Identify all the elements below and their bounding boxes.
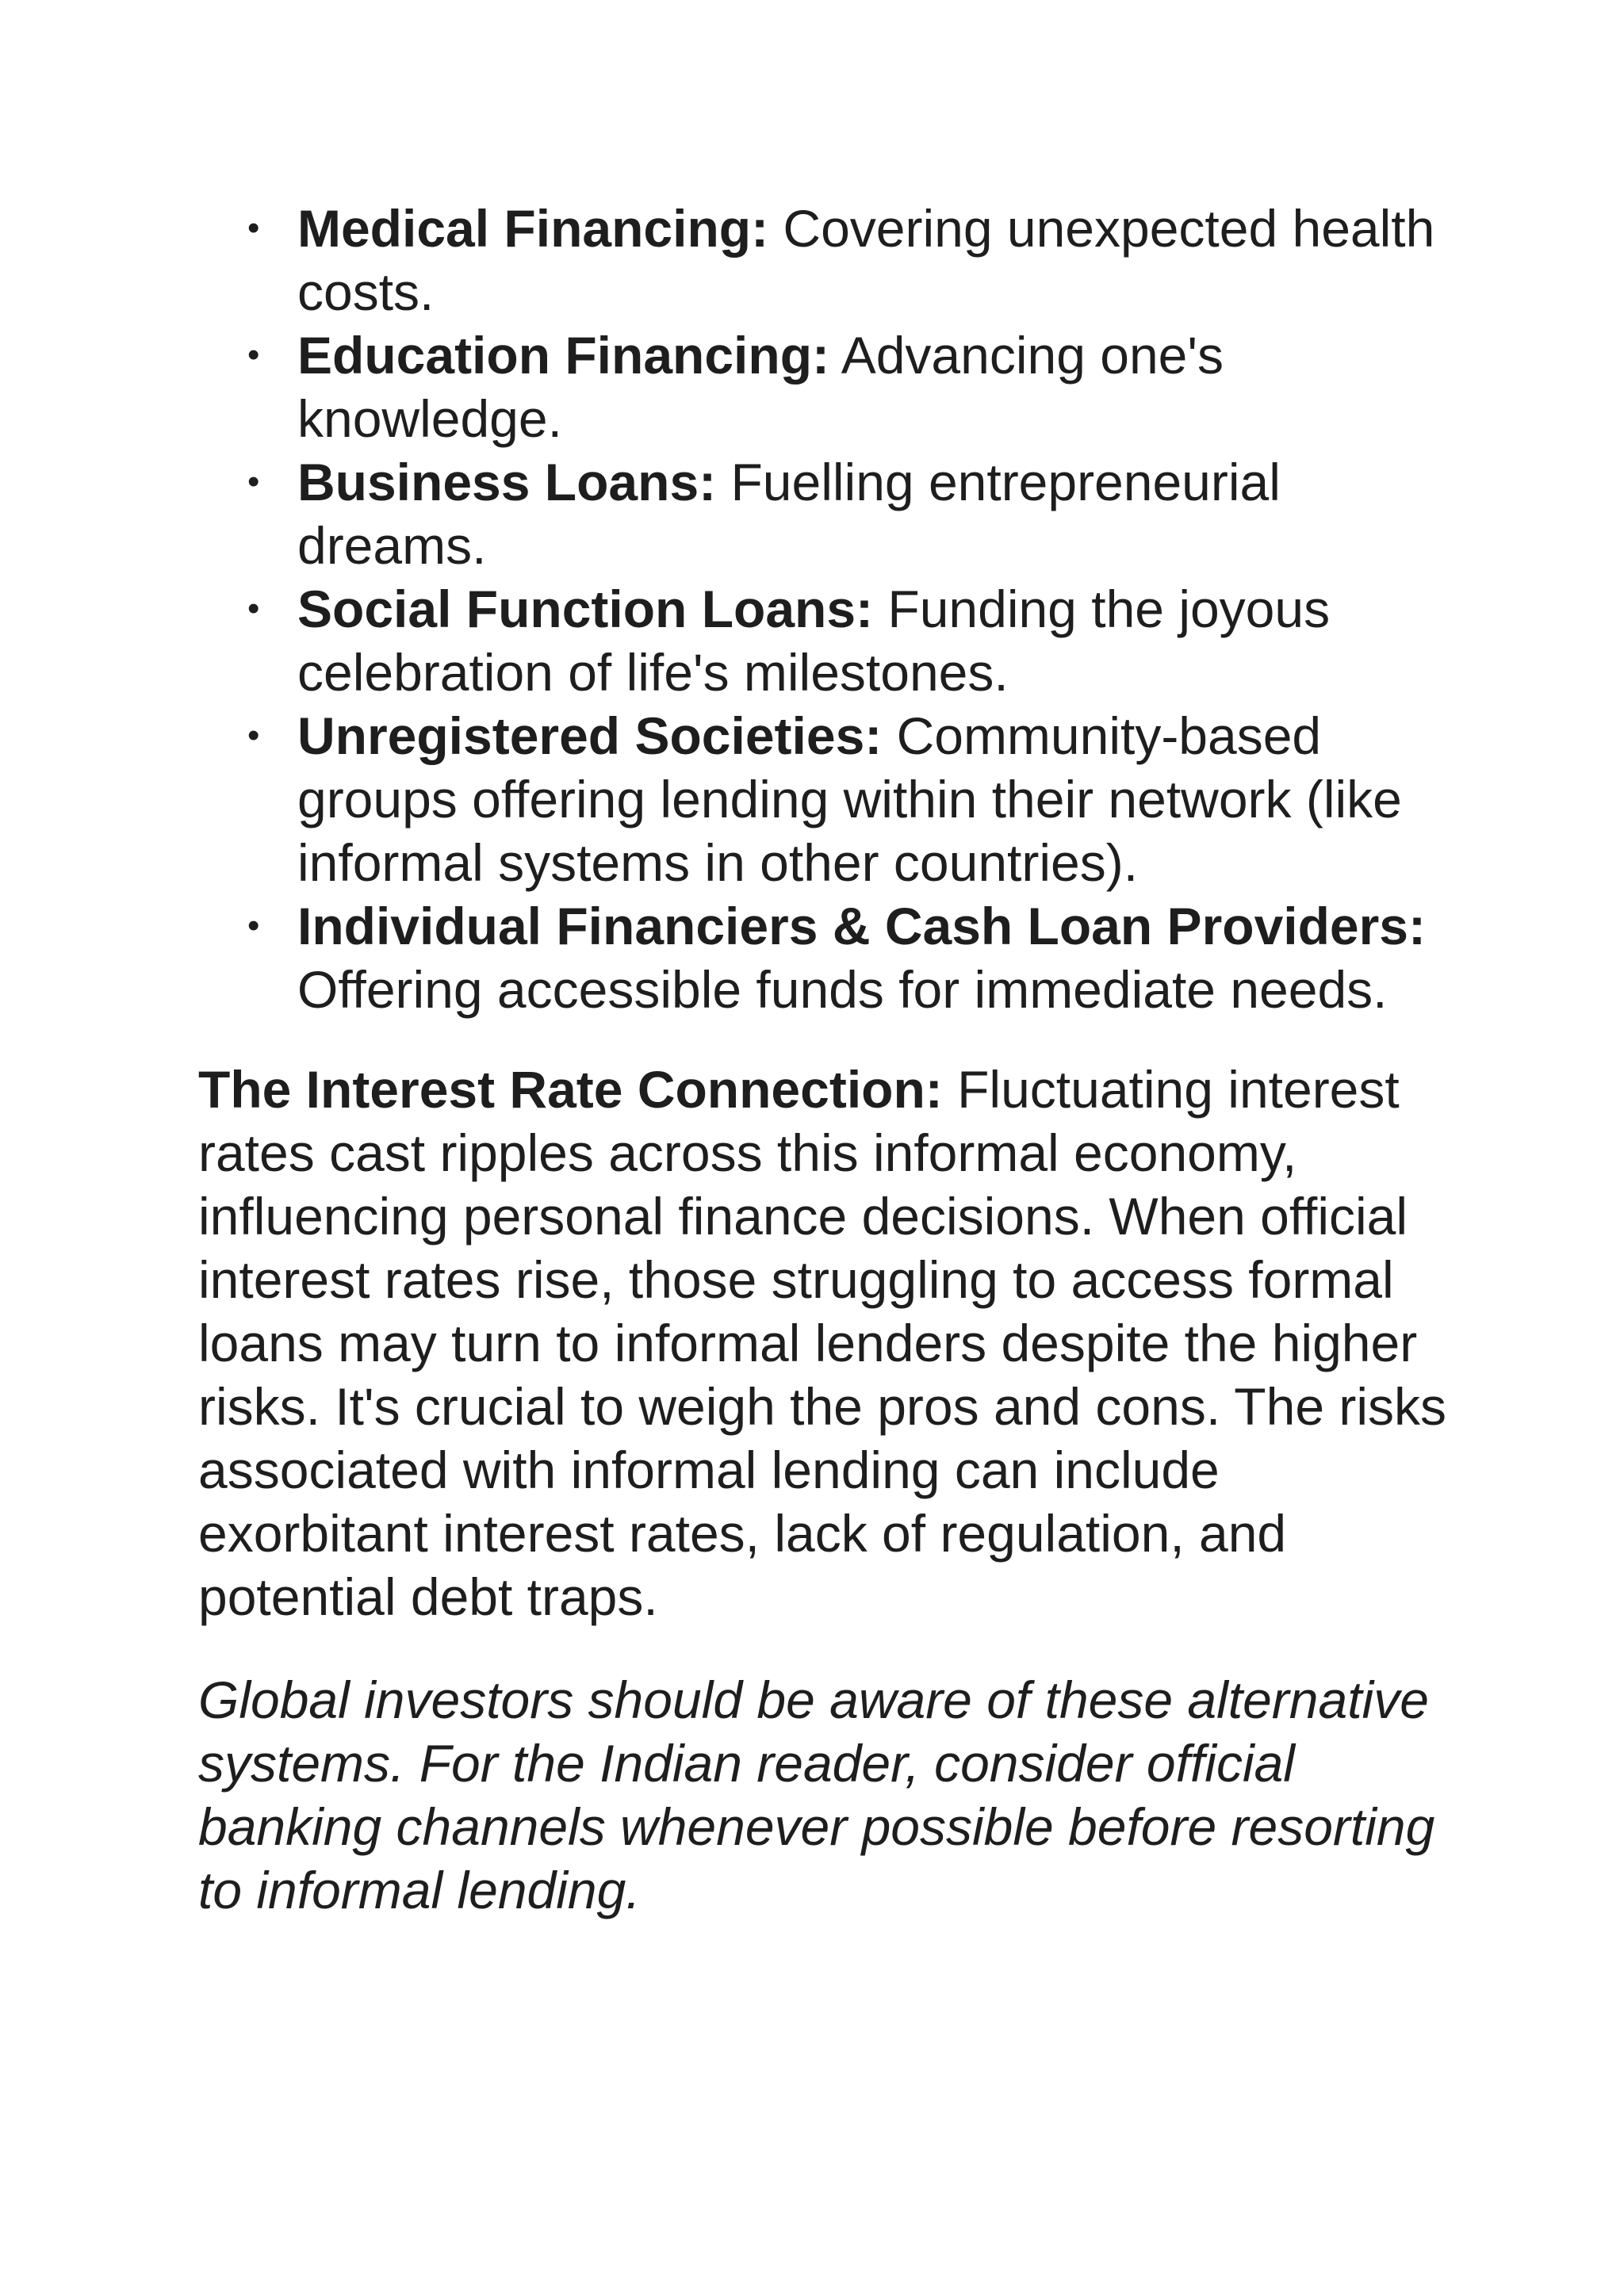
list-item-text: Community-based groups offering lending within their network (like informal systems in other countries). (297, 706, 1402, 892)
interest-rate-heading: The Interest Rate Connection: (198, 1060, 943, 1119)
bullet-icon: • (247, 209, 260, 247)
list-item (247, 894, 1451, 1021)
list-item-term: Education Financing: (297, 326, 829, 385)
list-item (247, 450, 1451, 577)
list-item-term: Individual Financiers & Cash Loan Providers: (297, 897, 1426, 955)
interest-rate-body: Fluctuating interest rates cast ripples across this informal economy, influencing personal finance decisions. When official interest rates rise, those struggling to access formal loans may turn to informal lenders despite the higher risks. It's crucial to weigh the pros and cons. The risks associated with informal lending can include exorbitant interest rates, lack of regulation, and potential debt traps. (198, 1060, 1447, 1626)
list-item-term: Social Function Loans: (297, 580, 874, 638)
loan-types-list (198, 197, 1451, 1021)
list-item (247, 704, 1451, 894)
list-item-term: Business Loans: (297, 453, 717, 511)
bullet-icon: • (247, 462, 260, 501)
interest-rate-paragraph (198, 1058, 1451, 1628)
list-item-text: Advancing one's knowledge. (297, 326, 1224, 448)
list-item-term: Medical Financing: (297, 199, 769, 258)
list-item-term: Unregistered Societies: (297, 706, 883, 765)
list-item (247, 197, 1451, 323)
investor-note-paragraph: Global investors should be aware of these alternative systems. For the Indian reader, consider official banking channels whenever possible before resorting to informal lending. (198, 1670, 1435, 1919)
list-item-text: Funding the joyous celebration of life's milestones. (297, 580, 1331, 702)
list-item-text: Fuelling entrepreneurial dreams. (297, 453, 1281, 575)
bullet-icon: • (247, 716, 260, 755)
list-item-text: Offering accessible funds for immediate needs. (297, 960, 1388, 1019)
list-item (247, 323, 1451, 450)
bullet-icon: • (247, 589, 260, 628)
bullet-icon: • (247, 335, 260, 374)
list-item (247, 577, 1451, 704)
list-item-text: Covering unexpected health costs. (297, 199, 1435, 321)
document-page (198, 197, 1451, 1922)
bullet-icon: • (247, 906, 260, 945)
